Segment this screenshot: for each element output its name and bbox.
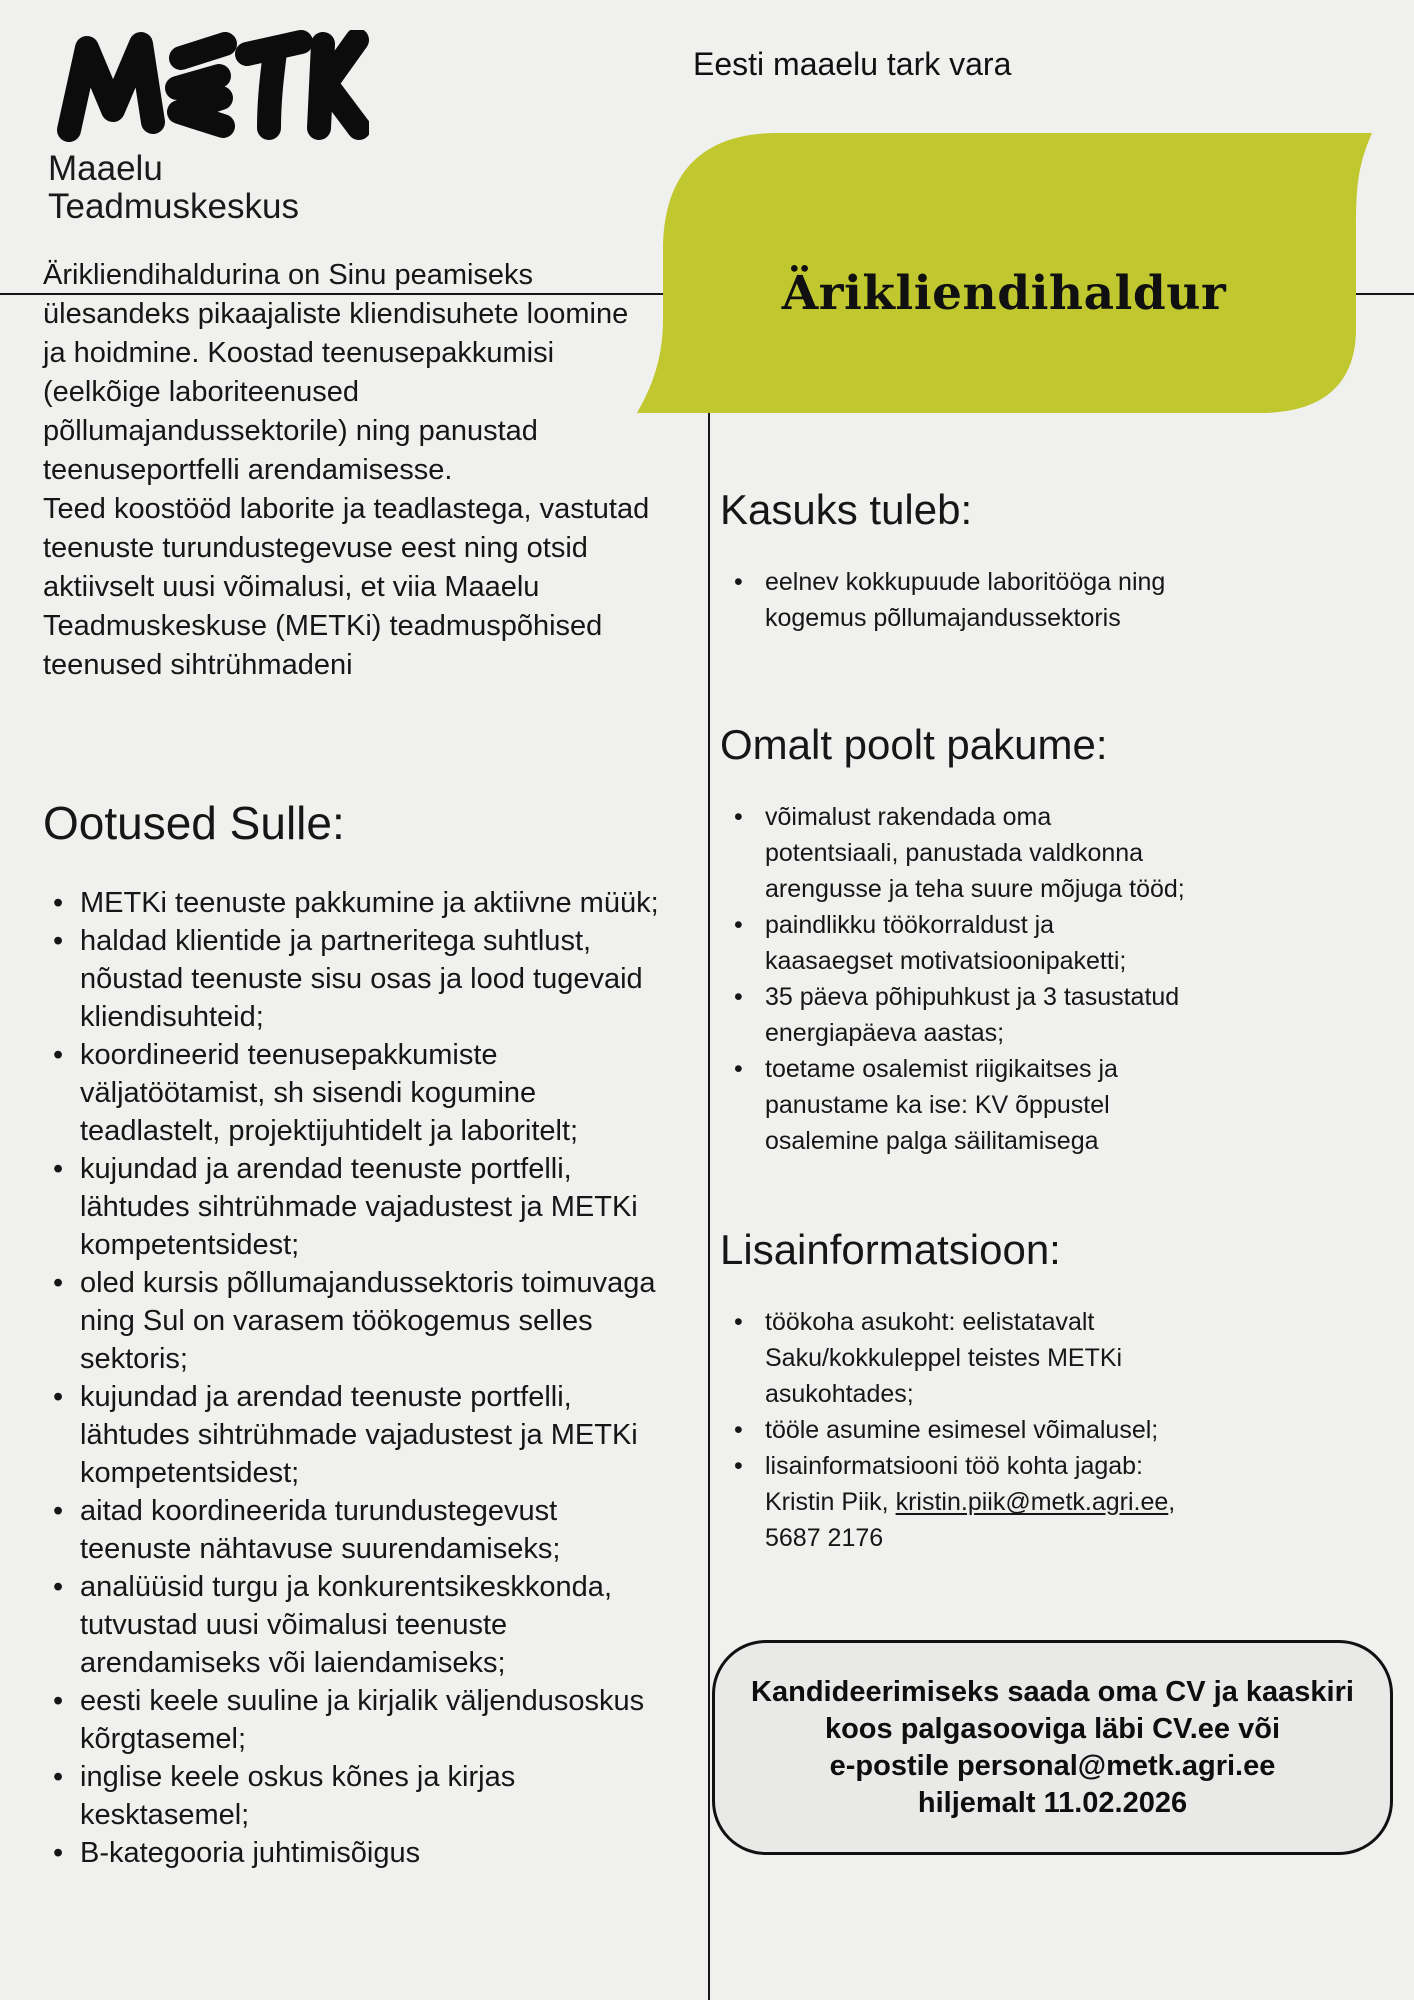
lisainfo-bullet-list	[720, 1304, 1185, 1448]
vertical-divider	[708, 413, 710, 2000]
apply-info-line: e-postile personal@metk.agri.ee	[829, 1749, 1276, 1782]
section-lisainfo	[720, 1226, 1200, 1556]
intro-text	[43, 256, 658, 685]
intro-paragraph-2: Teed koostööd laborite ja teadlastega, vastutad teenuste turundustegevuse eest ning otsid aktiivselt uusi võimalusi, et viia Maaelu Teadmuskeskuse (METKi) teadmuspõhised teenused sihtrühmadeni	[43, 493, 650, 681]
list-item: • toetame osalemist riigikaitses ja panustame ka ise: KV õppustel osalemine palga säilitamisega	[720, 1051, 1185, 1159]
section-kasuks	[720, 486, 1200, 636]
apply-info-line: hiljemalt 11.02.2026	[917, 1786, 1188, 1819]
pakume-bullet-list	[720, 799, 1185, 1159]
list-item: • 35 päeva põhipuhkust ja 3 tasustatud energiapäeva aastas;	[720, 979, 1185, 1051]
section-heading-lisainfo: Lisainformatsioon:	[720, 1226, 1061, 1273]
list-item: • tööle asumine esimesel võimalusel;	[720, 1412, 1185, 1448]
list-item: • METKi teenuste pakkumine ja aktiivne müük;	[43, 884, 670, 922]
list-item: • haldad klientide ja partneritega suhtlust, nõustad teenuste sisu osas ja lood tugevaid kliendisuhteid;	[43, 922, 670, 1036]
contact-bullet	[720, 1448, 1185, 1556]
list-item: • võimalust rakendada oma potentsiaali, panustada valdkonna arengusse ja teha suure mõjuga tööd;	[720, 799, 1185, 907]
tagline: Eesti maaelu tark vara	[693, 46, 1012, 82]
list-item: • kujundad ja arendad teenuste portfelli, lähtudes sihtrühmade vajadustest ja METKi kompetentsidest;	[43, 1378, 670, 1492]
contact-text-pre: lisainformatsiooni töö kohta jagab: Kristin Piik,	[765, 1452, 1144, 1516]
list-item: • kujundad ja arendad teenuste portfelli, lähtudes sihtrühmade vajadustest ja METKi kompetentsidest;	[43, 1150, 670, 1264]
list-item: • oled kursis põllumajandussektoris toimuvaga ning Sul on varasem töökogemus selles sektoris;	[43, 1264, 670, 1378]
kasuks-bullet-list	[720, 564, 1185, 636]
list-item: • eesti keele suuline ja kirjalik väljendusoskus kõrgtasemel;	[43, 1682, 670, 1758]
list-item: • eelnev kokkupuude laboritööga ning kogemus põllumajandussektoris	[720, 564, 1185, 636]
section-heading-kasuks: Kasuks tuleb:	[720, 486, 973, 533]
list-item: • B-kategooria juhtimisõigus	[43, 1834, 670, 1872]
ootused-bullet-list	[43, 884, 670, 1872]
list-item: • analüüsid turgu ja konkurentsikeskkonda, tutvustad uusi võimalusi teenuste arendamiseks või laiendamiseks;	[43, 1568, 670, 1682]
page-title: Ärikliendihaldur	[781, 266, 1227, 321]
logo-subtitle-line2: Teadmuskeskus	[48, 187, 299, 226]
apply-info-box	[712, 1640, 1393, 1855]
metk-logo-text	[0, 0, 1, 1]
list-item: • töökoha asukoht: eelistatavalt Saku/kokkuleppel teistes METKi asukohtades;	[720, 1304, 1185, 1412]
list-item: • aitad koordineerida turundustegevust teenuste nähtavuse suurendamiseks;	[43, 1492, 670, 1568]
contact-text-post: , 5687 2176	[765, 1488, 1176, 1552]
left-column	[43, 256, 658, 1872]
section-pakume	[720, 721, 1200, 1159]
apply-info-line: Kandideerimiseks saada oma CV ja kaaskiri	[751, 1675, 1354, 1708]
logo-subtitle-line1: Maaelu	[48, 149, 163, 188]
metk-logo	[55, 30, 369, 144]
section-heading-ootused: Ootused Sulle:	[43, 797, 345, 849]
contact-email-link[interactable]: kristin.piik@metk.agri.ee	[895, 1488, 1169, 1516]
intro-paragraph-1: Ärikliendihaldurina on Sinu peamiseks ülesandeks pikaajaliste kliendisuhete loomine ja hoidmine. Koostad teenusepakkumisi (eelkõige laboriteenused põllumajandussektorile) ning panustad teenuseportfelli arendamisesse.	[43, 259, 629, 486]
list-item: • paindlikku töökorraldust ja kaasaegset motivatsioonipaketti;	[720, 907, 1185, 979]
logo-subtitle	[48, 150, 299, 226]
section-heading-pakume: Omalt poolt pakume:	[720, 721, 1108, 768]
list-item: • koordineerid teenusepakkumiste väljatöötamist, sh sisendi kogumine teadlastelt, projektijuhtidelt ja laboritelt;	[43, 1036, 670, 1150]
apply-info-line: koos palgasooviga läbi CV.ee või	[824, 1712, 1281, 1745]
list-item: • inglise keele oskus kõnes ja kirjas kesktasemel;	[43, 1758, 670, 1834]
